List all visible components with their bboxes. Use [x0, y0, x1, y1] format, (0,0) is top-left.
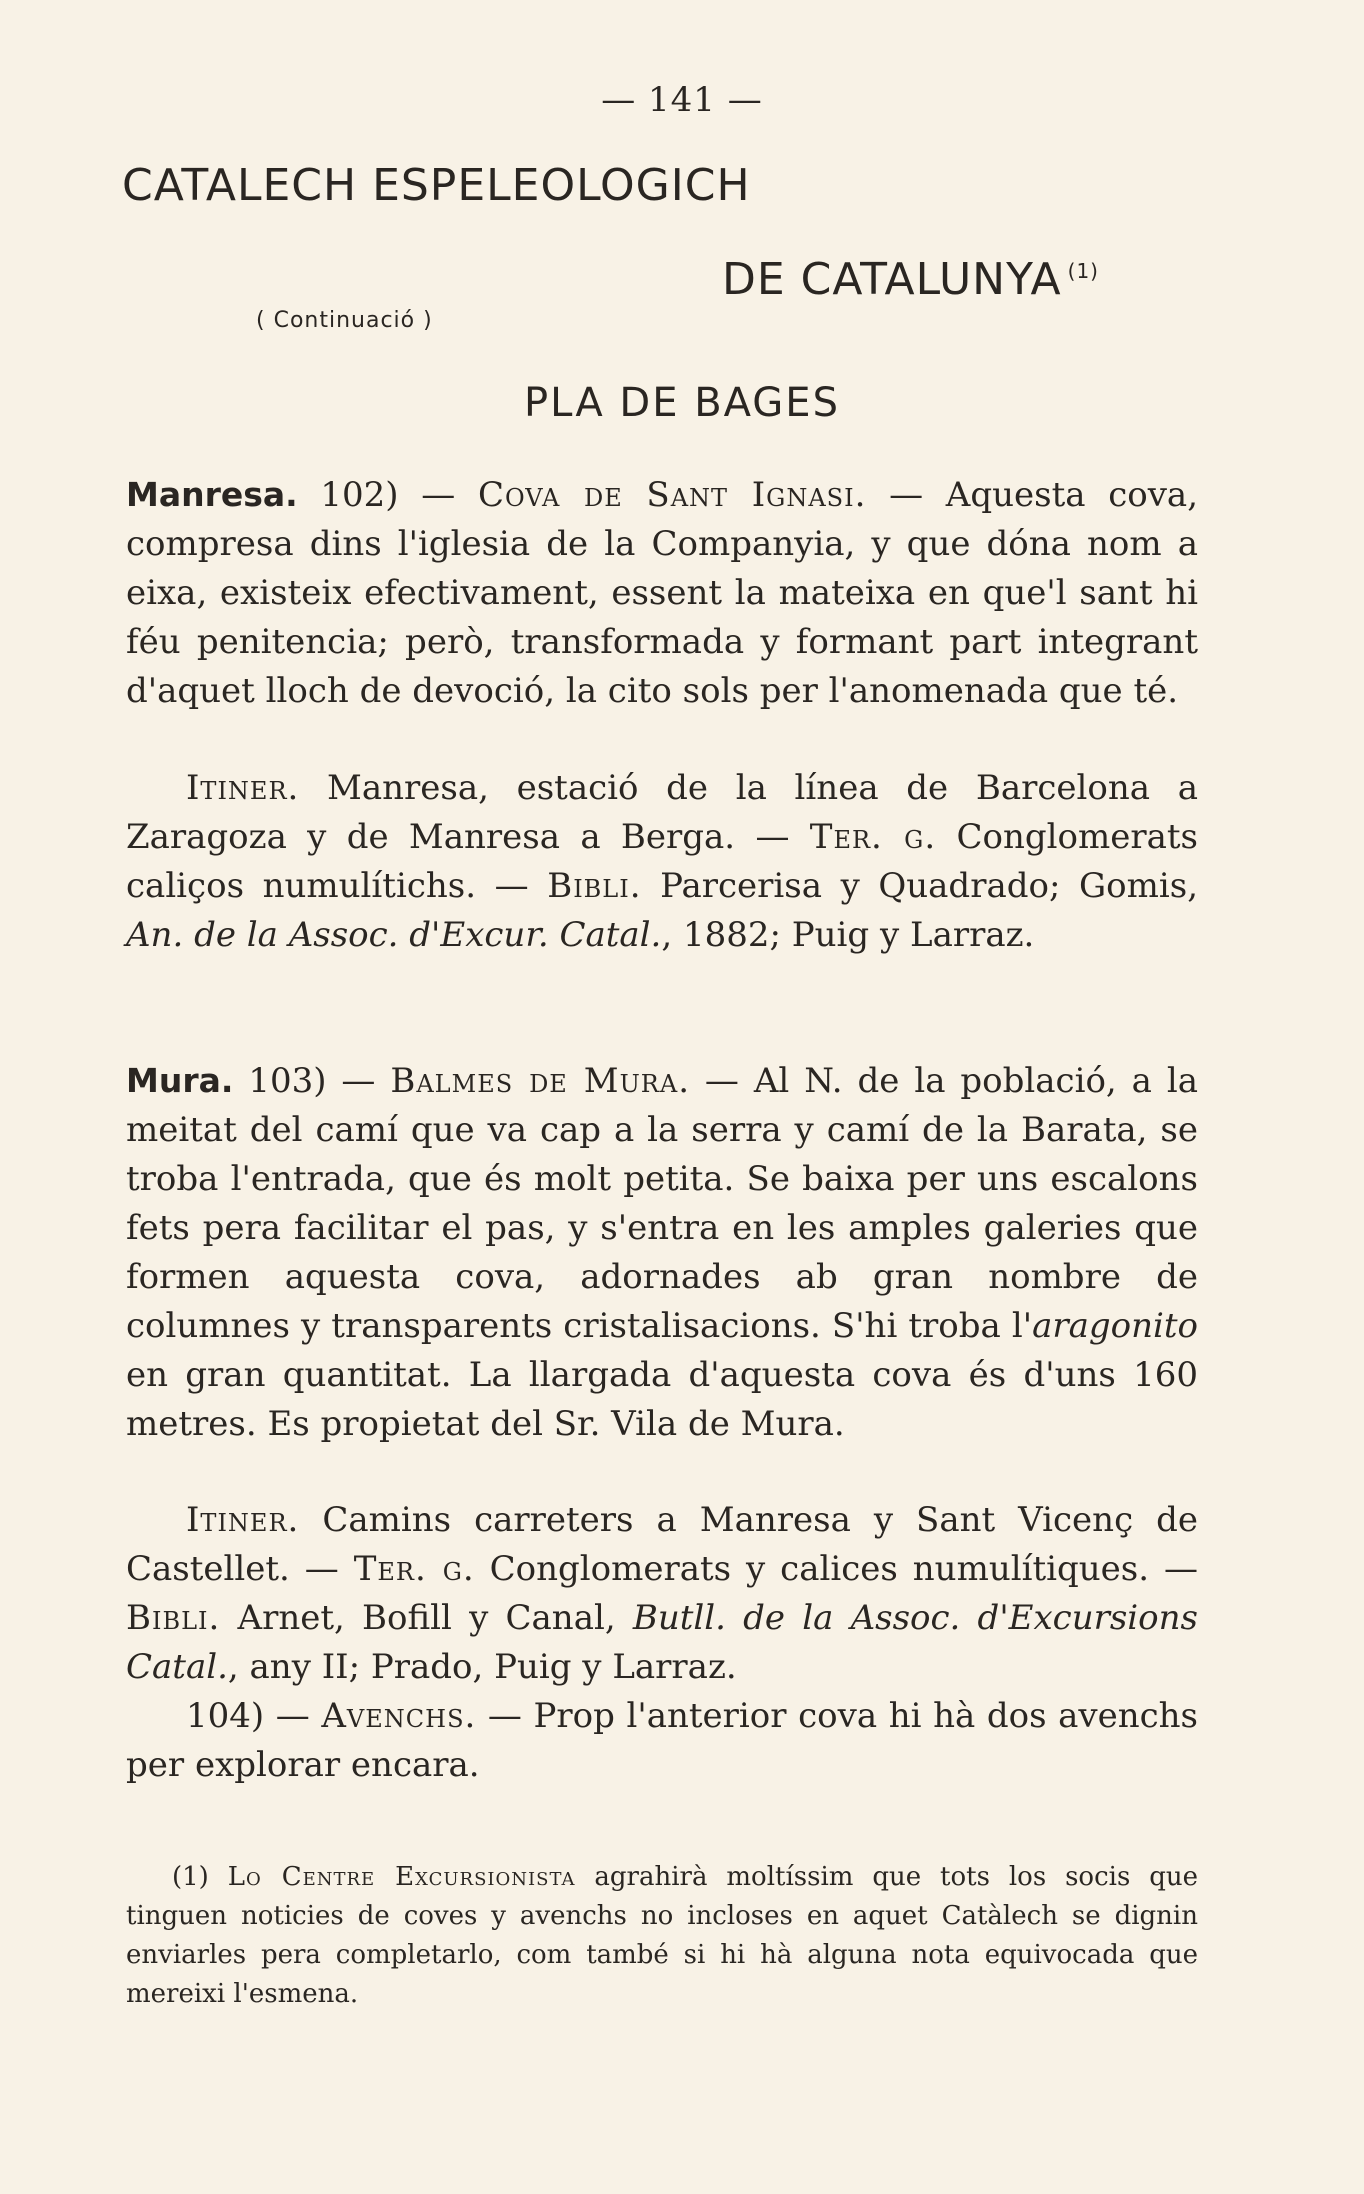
itinerary-102 [126, 764, 1198, 960]
continuation-label: ( Continuació ) [256, 308, 433, 333]
itinerary-103 [126, 1496, 1198, 1692]
footnote-marker: (1) [172, 1862, 228, 1892]
entry-number: 104) [186, 1696, 265, 1736]
entry-description: Al N. de la població, a la meitat del camí que va cap a la serra y camí de la Barata, se troba l'entrada, que és molt petita. Se baixa per uns escalons fets pera facilitar el pas, y s'entra en les amples galeries que formen aquesta cova, adornades ab gran nombre de columnes y transparents cristalisacions. S'hi troba l' [126, 1061, 1198, 1346]
entry-name: Cova de Sant Ignasi. [477, 475, 867, 515]
terrain-text: Conglomerats caliços numulítichs. — [126, 817, 1198, 906]
bibliography-title: An. de la Assoc. d'Excur. Catal. [126, 915, 662, 955]
entry-dash: — [326, 1061, 391, 1101]
entry-102 [126, 470, 1198, 716]
entry-number: 102) [320, 475, 399, 515]
bibliography-text: Arnet, Bofill y Canal, [220, 1598, 633, 1638]
section-heading: PLA DE BAGES [524, 380, 840, 426]
terrain-label: Ter. g. [809, 817, 937, 857]
bibliography-label: Bibli. [126, 1598, 221, 1638]
bibliography-end: , any II; Prado, Puig y Larraz. [227, 1647, 737, 1687]
entry-description-end: en gran quantitat. La llargada d'aquesta cova és d'uns 160 metres. Es propietat del Sr. Vila de Mura. [126, 1355, 1198, 1444]
sub-title [722, 254, 1099, 305]
sub-title-text: DE CATALUNYA [722, 254, 1062, 305]
entry-place: Manresa. [126, 475, 298, 514]
entry-dash: — [398, 475, 478, 515]
bibliography-label: Bibli. [547, 866, 642, 906]
itinerary-label: Itiner. [186, 1500, 300, 1540]
bibliography-title: Butll. de la Assoc. d'Excursions Catal. [126, 1598, 1198, 1687]
entry-dash: — [690, 1061, 754, 1101]
itinerary-label: Itiner. [186, 768, 300, 808]
main-title: CATALECH ESPELEOLOGICH [122, 160, 751, 211]
terrain-text: Conglomerats y calices numulítiques. — [474, 1549, 1198, 1589]
itinerary-text: Manresa, estació de la línea de Barcelona a Zaragoza y de Manresa a Berga. — [126, 768, 1198, 857]
footnote-text: agrahirà moltíssim que tots los socis que tinguen noticies de coves y avenchs no incloses en aquet Catàlech se dignin enviarles pera completarlo, com també si hi hà alguna nota equivocada que mereixi l'esmena. [126, 1862, 1198, 2009]
bibliography-text: Parcerisa y Quadrado; Gomis, [641, 866, 1198, 906]
entry-name: Avenchs. [321, 1696, 477, 1736]
entry-104 [126, 1692, 1198, 1790]
footnote-reference[interactable]: (1) [1067, 259, 1099, 284]
entry-dash: — [476, 1696, 534, 1736]
page-number: — 141 — [601, 80, 763, 120]
entry-mineral: aragonito [1032, 1306, 1198, 1346]
entry-number: 103) [248, 1061, 327, 1101]
entry-dash: — [866, 475, 946, 515]
entry-place: Mura. [126, 1061, 234, 1100]
footnote-organization: Lo Centre Excursionista [227, 1862, 576, 1892]
itinerary-text: Camins carreters a Manresa y Sant Vicenç de Castellet. — [126, 1500, 1198, 1589]
entry-dash: — [264, 1696, 322, 1736]
entry-description: Aquesta cova, compresa dins l'iglesia de la Companyia, y que dóna nom a eixa, existeix efectivament, essent la mateixa en que'l sant hi féu penitencia; però, transformada y formant part integrant d'aquet lloch de devoció, la cito sols per l'anomenada que té. [126, 475, 1199, 711]
entry-103 [126, 1056, 1198, 1449]
footnote [126, 1858, 1198, 2014]
entry-name: Balmes de Mura. [390, 1061, 691, 1101]
terrain-label: Ter. g. [353, 1549, 475, 1589]
bibliography-end: , 1882; Puig y Larraz. [661, 915, 1035, 955]
entry-description: Prop l'anterior cova hi hà dos avenchs per explorar encara. [126, 1696, 1198, 1785]
